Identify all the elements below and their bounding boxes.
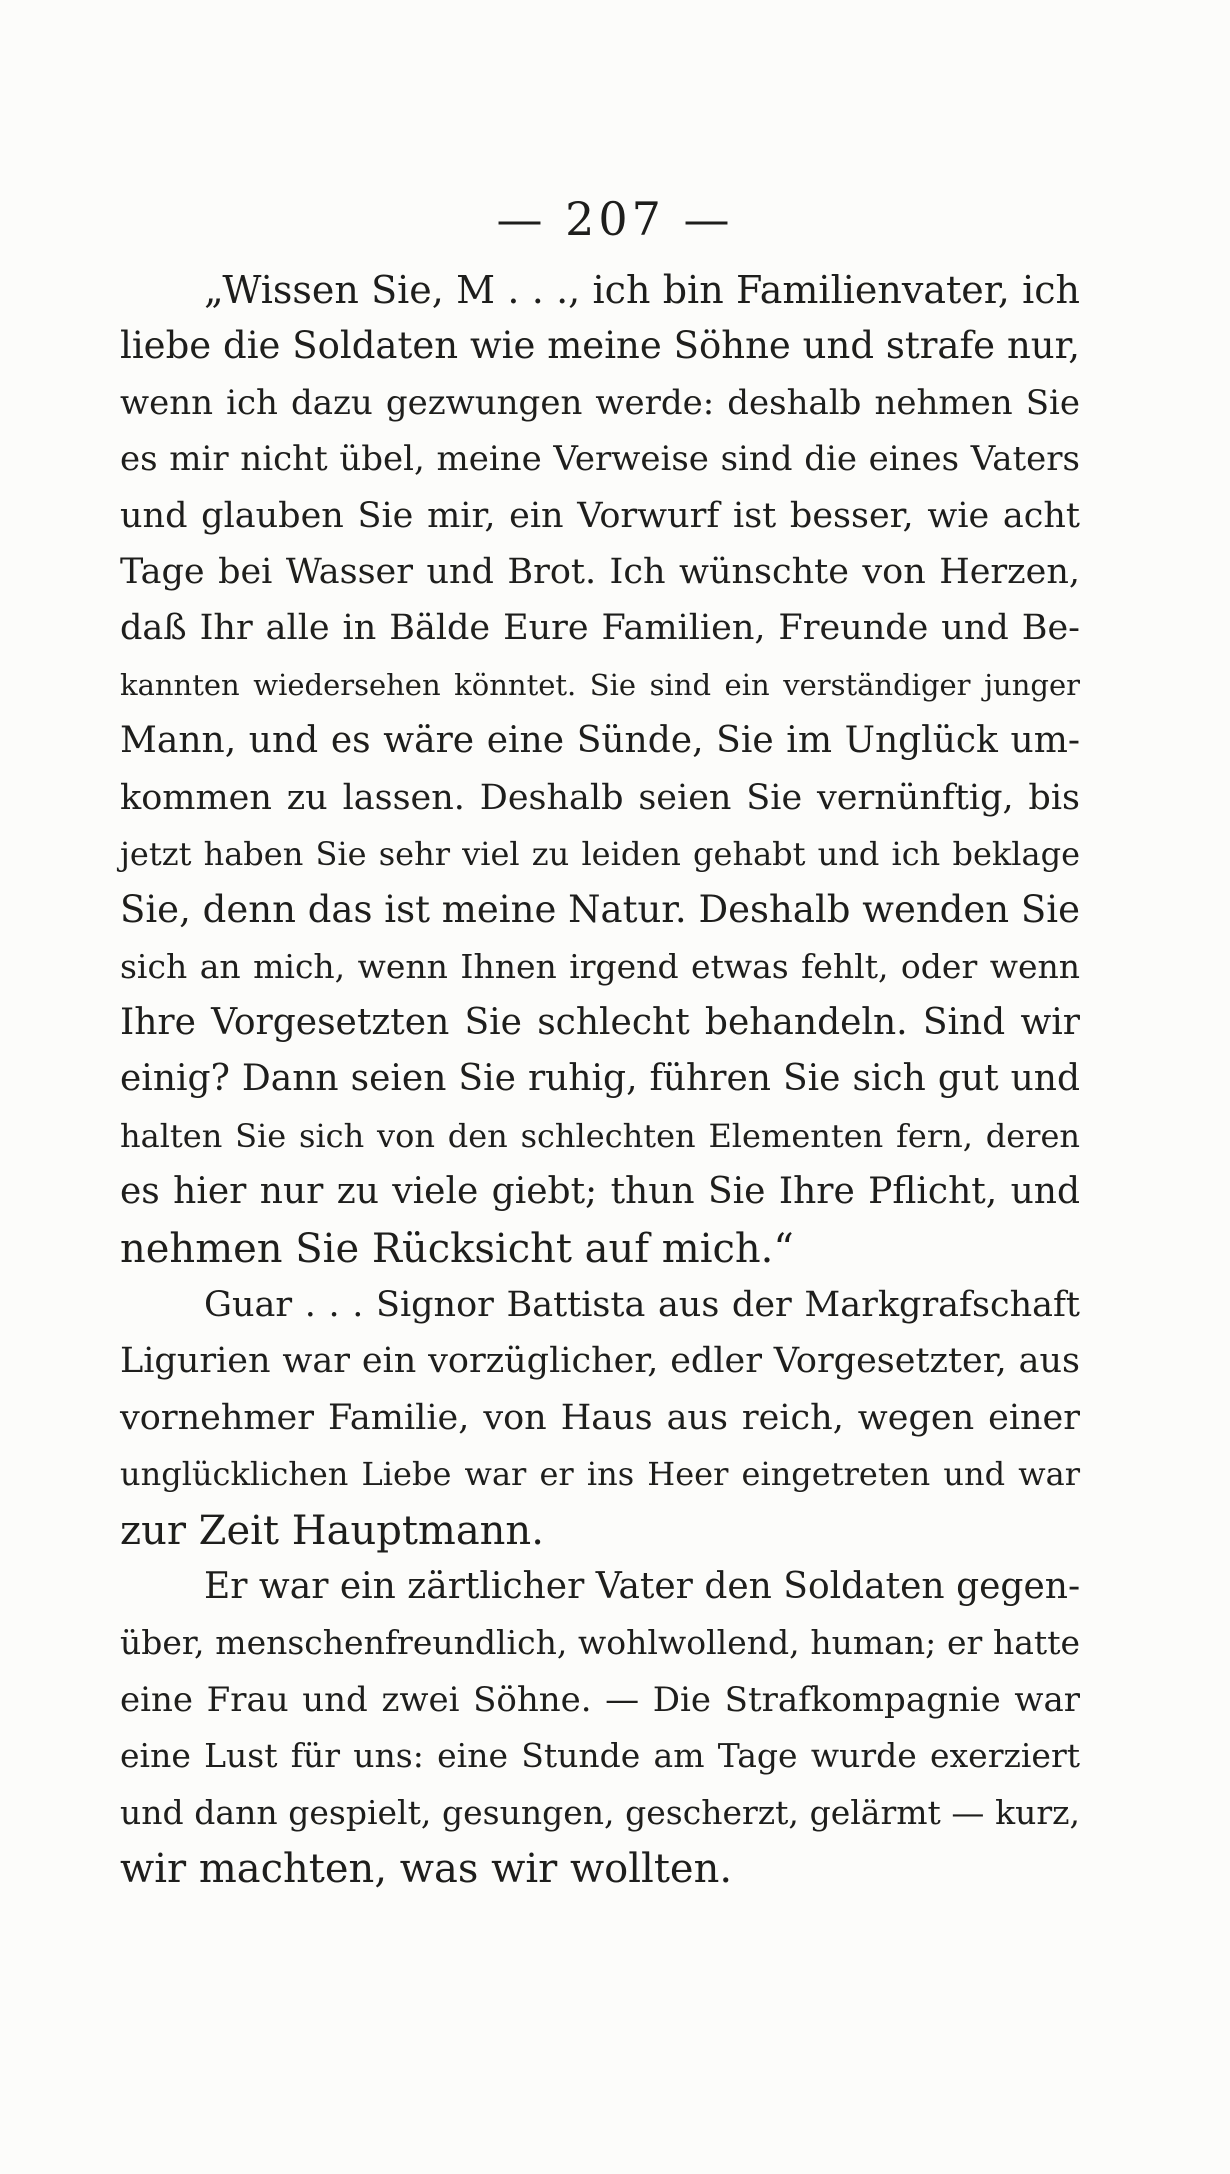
text-line: daß Ihr alle in Bälde Eure Familien, Freunde und Be- [120,608,1080,649]
text-line: es hier nur zu viele giebt; thun Sie Ihre Pflicht, und [120,1171,1080,1213]
text-line: es mir nicht übel, meine Verweise sind die eines Vaters [120,439,1080,480]
text-line: zur Zeit Hauptmann. [120,1507,544,1554]
text-line: über, menschenfreundlich, wohlwollend, human; er hatte [120,1623,1080,1663]
text-line: unglücklichen Liebe war er ins Heer eingetreten und war [120,1455,1080,1494]
text-line: wenn ich dazu gezwungen werde: deshalb nehmen Sie [120,382,1080,423]
text-line: vornehmer Familie, von Haus aus reich, wegen einer [120,1397,1080,1438]
body-text [120,262,1080,1897]
text-line: eine Frau und zwei Söhne. — Die Strafkompagnie war [120,1679,1080,1720]
text-line: nehmen Sie Rücksicht auf mich.“ [120,1225,794,1272]
text-line: „Wissen Sie, M . . ., ich bin Familienvater, ich [204,268,1080,312]
text-line: jetzt haben Sie sehr viel zu leiden gehabt und ich beklage [120,834,1080,873]
text-line: Tage bei Wasser und Brot. Ich wünschte von Herzen, [120,551,1080,592]
text-line: sich an mich, wenn Ihnen irgend etwas fehlt, oder wenn [120,946,1080,986]
paragraph-1 [120,262,1080,1277]
text-line: und glauben Sie mir, ein Vorwurf ist besser, wie acht [120,495,1080,536]
text-line: liebe die Soldaten wie meine Söhne und strafe nur, [120,324,1080,368]
paragraph-2 [120,1277,1080,1559]
text-line: Guar . . . Signor Battista aus der Markgrafschaft [204,1285,1080,1326]
text-line: kannten wiedersehen könntet. Sie sind ein verständiger junger [120,667,1080,702]
text-line: und dann gespielt, gesungen, gescherzt, gelärmt — kurz, [120,1792,1080,1832]
text-line: eine Lust für uns: eine Stunde am Tage wurde exerziert [120,1736,1080,1776]
text-line: kommen zu lassen. Deshalb seien Sie vernünftig, bis [120,777,1080,818]
text-line: Mann, und es wäre eine Sünde, Sie im Unglück um- [120,720,1080,762]
text-line: halten Sie sich von den schlechten Elementen fern, deren [120,1116,1080,1155]
text-line: wir machten, was wir wollten. [120,1845,733,1892]
text-line: Ihre Vorgesetzten Sie schlecht behandeln. Sind wir [120,1002,1080,1044]
text-line: Ligurien war ein vorzüglicher, edler Vorgesetzter, aus [120,1341,1080,1382]
page-number: — 207 — [496,192,734,246]
text-line: Sie, denn das ist meine Natur. Deshalb wenden Sie [120,888,1080,932]
text-line: einig? Dann seien Sie ruhig, führen Sie sich gut und [120,1058,1080,1100]
text-line: Er war ein zärtlicher Vater den Soldaten gegen- [204,1565,1081,1607]
paragraph-3 [120,1559,1080,1897]
